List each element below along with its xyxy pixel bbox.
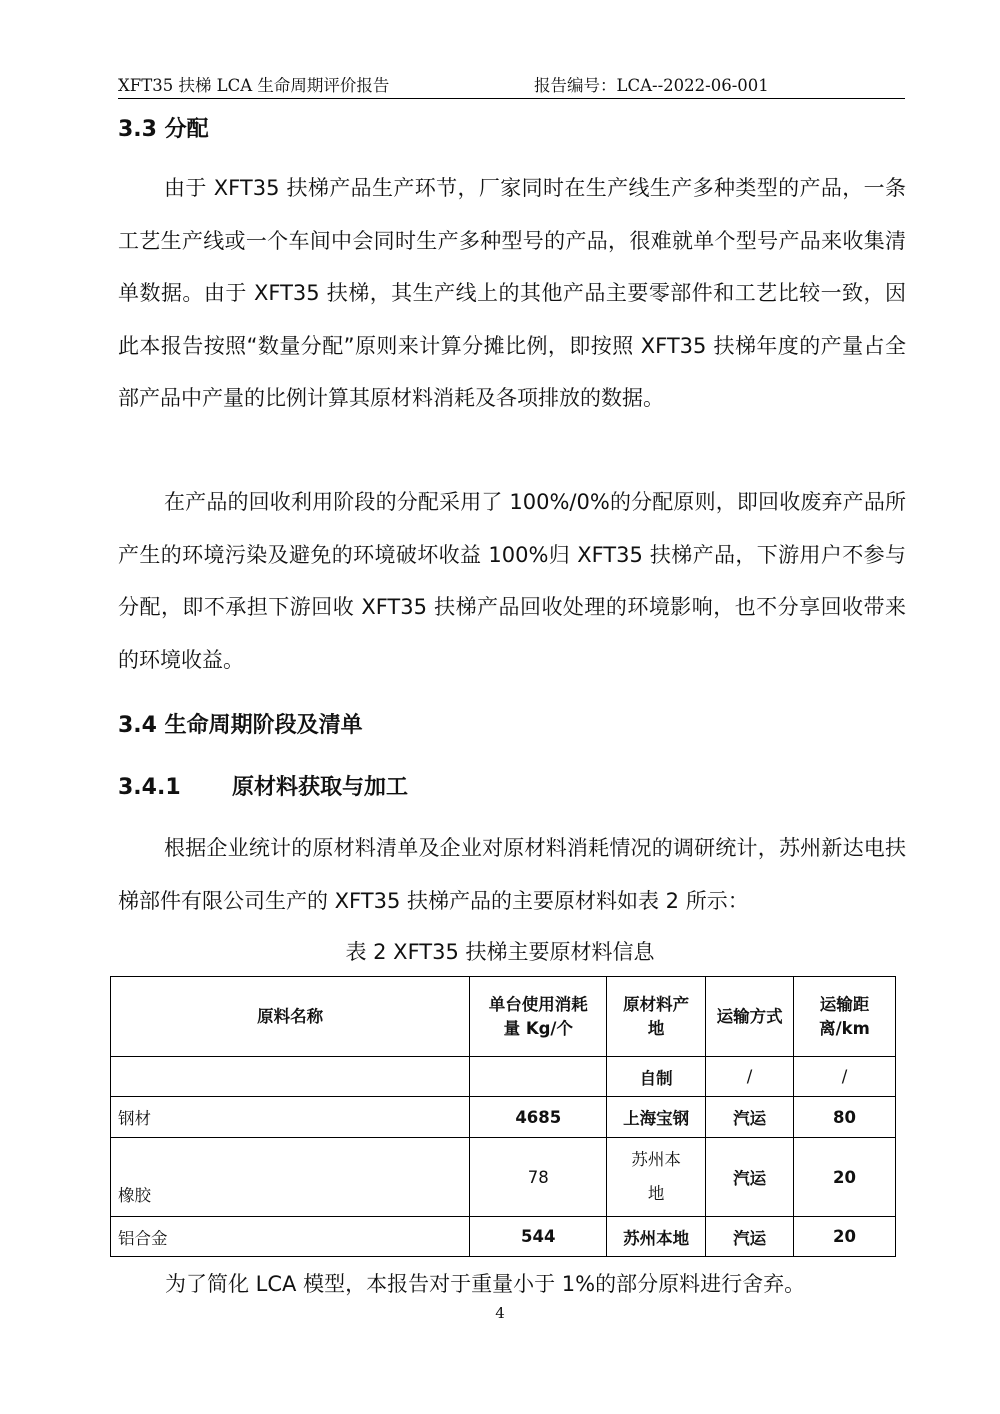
cell-name: 橡胶 bbox=[111, 1138, 470, 1217]
section-3-4-1-heading bbox=[118, 770, 408, 801]
cell-usage: 4685 bbox=[470, 1097, 607, 1138]
section-3-4-heading: 3.4 生命周期阶段及清单 bbox=[118, 713, 363, 738]
cell-origin: 苏州本地 bbox=[607, 1217, 706, 1257]
cell-distance: 20 bbox=[794, 1217, 896, 1257]
raw-material-table bbox=[110, 976, 896, 1257]
header-transport: 运输方式 bbox=[706, 977, 794, 1057]
page-number: 4 bbox=[495, 1304, 505, 1322]
cell-name bbox=[111, 1057, 470, 1097]
cell-transport: 汽运 bbox=[706, 1217, 794, 1257]
raw-material-paragraph: 根据企业统计的原材料清单及企业对原材料消耗情况的调研统计，苏州新达电扶梯部件有限公司生产的 XFT35 扶梯产品的主要原材料如表 2 所示： bbox=[118, 836, 906, 913]
cell-distance: 20 bbox=[794, 1138, 896, 1217]
table-row bbox=[111, 1217, 896, 1257]
section-3-4-1-number: 3.4.1 bbox=[118, 775, 181, 800]
cell-name: 铝合金 bbox=[111, 1217, 470, 1257]
cell-origin: 上海宝钢 bbox=[607, 1097, 706, 1138]
simplification-note: 为了简化 LCA 模型，本报告对于重量小于 1%的部分原料进行舍弃。 bbox=[165, 1272, 806, 1296]
header-origin: 原材料产地 bbox=[607, 977, 706, 1057]
table-row bbox=[111, 1057, 896, 1097]
cell-usage bbox=[470, 1057, 607, 1097]
cell-name: 钢材 bbox=[111, 1097, 470, 1138]
report-number: 报告编号：LCA--2022-06-001 bbox=[534, 76, 769, 95]
cell-transport: 汽运 bbox=[706, 1138, 794, 1217]
page-header bbox=[118, 72, 905, 99]
header-distance: 运输距离/km bbox=[794, 977, 896, 1057]
table-header-row bbox=[111, 977, 896, 1057]
cell-distance: 80 bbox=[794, 1097, 896, 1138]
cell-transport: 汽运 bbox=[706, 1097, 794, 1138]
allocation-paragraph-1: 由于 XFT35 扶梯产品生产环节，厂家同时在生产线生产多种类型的产品，一条工艺生产线或一个车间中会同时生产多种型号的产品，很难就单个型号产品来收集清单数据。由于 XFT35 扶梯，其生产线上的其他产品主要零部件和工艺比较一致，因此本报告按照“数量分配”原则来计算分摊比例，即按照 XFT35 扶梯年度的产量占全部产品中产量的比例计算其原材料消耗及各项排放的数据。 bbox=[118, 176, 906, 410]
header-material-name: 原料名称 bbox=[111, 977, 470, 1057]
table-caption: 表 2 XFT35 扶梯主要原材料信息 bbox=[345, 940, 655, 964]
cell-transport: / bbox=[706, 1057, 794, 1097]
section-3-3-heading: 3.3 分配 bbox=[118, 117, 209, 142]
table-row bbox=[111, 1138, 896, 1217]
allocation-paragraph-2: 在产品的回收利用阶段的分配采用了 100%/0%的分配原则，即回收废弃产品所产生的环境污染及避免的环境破坏收益 100%归 XFT35 扶梯产品，下游用户不参与分配，即不承担下游回收 XFT35 扶梯产品回收处理的环境影响，也不分享回收带来的环境收益。 bbox=[118, 490, 906, 672]
cell-usage: 544 bbox=[470, 1217, 607, 1257]
section-3-4-1-title: 原材料获取与加工 bbox=[231, 775, 408, 800]
header-usage: 单台使用消耗量 Kg/个 bbox=[470, 977, 607, 1057]
table-row bbox=[111, 1097, 896, 1138]
cell-distance: / bbox=[794, 1057, 896, 1097]
report-title: XFT35 扶梯 LCA 生命周期评价报告 bbox=[118, 76, 390, 95]
cell-origin: 苏州本地 bbox=[607, 1138, 706, 1217]
cell-origin: 自制 bbox=[607, 1057, 706, 1097]
cell-usage: 78 bbox=[470, 1138, 607, 1217]
